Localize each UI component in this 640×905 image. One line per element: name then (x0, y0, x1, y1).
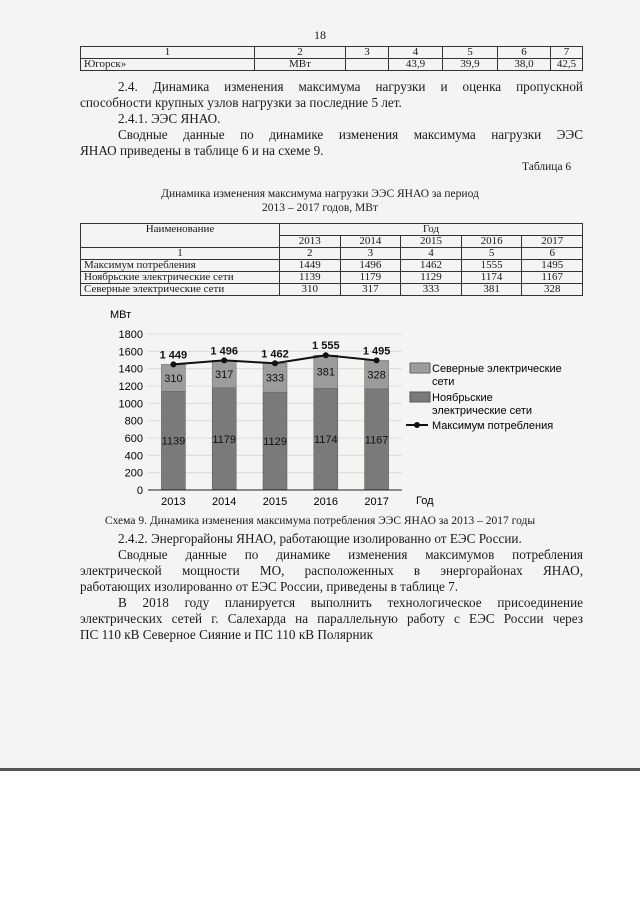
data-label-noyabr: 1179 (212, 433, 237, 446)
section-2-4-heading: 2.4. Динамика изменения максимума нагрузки и оценка пропускной (118, 79, 583, 94)
table-cell: 2014 (340, 236, 401, 248)
data-label-noyabr: 1174 (313, 434, 338, 447)
table-cell: Максимум потребления (81, 260, 280, 272)
table-cell: 42,5 (551, 59, 583, 71)
paragraph-2-cont: работающих изолированно от ЕЭС России, приведены в таблице 7. (80, 579, 459, 594)
y-tick-label: 0 (136, 485, 143, 497)
table-6 (80, 223, 583, 296)
load-dynamics-chart (0, 305, 640, 515)
table-cell: 7 (551, 47, 583, 59)
x-tick-label: 2014 (211, 496, 237, 508)
table-cell: 381 (461, 284, 522, 296)
max-consumption-point (272, 360, 278, 366)
data-label-north: 317 (215, 369, 234, 382)
x-tick-label: 2015 (262, 496, 288, 508)
section-2-4-1-heading: 2.4.1. ЭЭС ЯНАО. (118, 111, 221, 126)
table-row (81, 272, 583, 284)
section-2-4-heading-cont: способности крупных узлов нагрузки за последние 5 лет. (80, 95, 402, 110)
table-cell: 3 (346, 47, 389, 59)
data-label-noyabr: 1167 (364, 434, 389, 447)
table-cell: 2015 (401, 236, 462, 248)
data-label-max: 1 555 (312, 340, 340, 353)
paragraph-2: Сводные данные по динамике изменения максимумов потребления (118, 547, 583, 562)
table6-year-header: Год (280, 224, 583, 236)
table-cell: 1 (81, 47, 255, 59)
paragraph-3-cont: ПС 110 кВ Северное Сияние и ПС 110 кВ Полярник (80, 627, 374, 642)
y-tick-label: 1600 (118, 346, 143, 359)
data-label-max: 1 495 (362, 345, 391, 358)
legend-label-max: Максимум потребления (432, 420, 554, 432)
table-cell: 1495 (522, 260, 583, 272)
table-row (81, 284, 583, 296)
x-tick-label: 2017 (364, 496, 389, 508)
legend-label-north: сети (432, 376, 455, 388)
legend-label-north: Северные электрические (432, 363, 562, 375)
data-label-max: 1 449 (159, 349, 188, 362)
page-number: 18 (314, 28, 326, 42)
table6-name-header: Наименование (81, 224, 280, 248)
legend-swatch-max-marker (414, 422, 420, 428)
section-2-4-2-heading: 2.4.2. Энергорайоны ЯНАО, работающие изолированно от ЕЭС России. (118, 531, 522, 546)
table-cell: 2016 (461, 236, 522, 248)
table-cell: Ноябрьские электрические сети (81, 272, 280, 284)
y-tick-label: 600 (124, 433, 143, 445)
intro-paragraph-cont: ЯНАО приведены в таблице 6 и на схеме 9. (80, 143, 324, 158)
table-cell: 1129 (401, 272, 462, 284)
intro-paragraph: Сводные данные по динамике изменения максимума нагрузки ЭЭС (118, 127, 583, 142)
y-tick-label: 1400 (118, 363, 143, 376)
max-consumption-point (374, 357, 380, 363)
data-label-noyabr: 1129 (263, 436, 287, 449)
paragraph-3: В 2018 году планируется выполнить технологическое присоединение (118, 595, 583, 610)
data-label-north: 328 (367, 369, 386, 382)
y-axis-label: МВт (110, 309, 132, 321)
top-table-row (81, 59, 583, 71)
page-bottom-edge (0, 768, 640, 771)
y-tick-label: 400 (124, 450, 143, 463)
data-label-noyabr: 1139 (161, 435, 186, 448)
table-cell: 1 (81, 248, 280, 260)
table-cell: 1174 (461, 272, 522, 284)
table-cell: МВт (255, 59, 346, 71)
x-tick-label: 2013 (161, 496, 186, 508)
table-cell: 1496 (340, 260, 401, 272)
data-label-max: 1 462 (261, 348, 289, 361)
max-consumption-point (221, 357, 227, 363)
table-cell: 333 (401, 284, 462, 296)
legend-swatch-north (410, 363, 430, 373)
table-title (0, 187, 640, 215)
table-cell (346, 59, 389, 71)
table-cell: 310 (280, 284, 341, 296)
y-tick-label: 1000 (118, 398, 143, 411)
table-cell: 4 (401, 248, 462, 260)
x-tick-label: 2016 (313, 496, 339, 508)
legend-swatch-noyabr (410, 392, 430, 402)
table-cell: 1167 (522, 272, 583, 284)
data-label-north: 333 (265, 372, 285, 385)
table-title-line: Динамика изменения максимума нагрузки ЭЭС ЯНАО за период (161, 188, 479, 200)
table-cell: 6 (522, 248, 583, 260)
table-cell: Югорск» (81, 59, 255, 71)
table-cell: 1555 (461, 260, 522, 272)
table-label: Таблица 6 (522, 161, 572, 173)
y-tick-label: 1800 (118, 329, 143, 341)
legend-label-noyabr: электрические сети (432, 405, 533, 417)
chart-caption: Схема 9. Динамика изменения максимума потребления ЭЭС ЯНАО за 2013 – 2017 годы (104, 515, 536, 527)
table-cell: 4 (389, 47, 443, 59)
table-cell: 1449 (280, 260, 341, 272)
max-consumption-point (323, 352, 329, 358)
data-label-north: 381 (316, 366, 335, 379)
data-label-max: 1 496 (210, 345, 238, 358)
data-label-north: 310 (164, 372, 183, 385)
table-cell: 2 (255, 47, 346, 59)
top-table-header-row (81, 47, 583, 59)
paragraph-2-cont: электрической мощности МО, расположенных в энергорайонах ЯНАО, (80, 563, 583, 578)
table-cell: Северные электрические сети (81, 284, 280, 296)
table-cell: 2013 (280, 236, 341, 248)
table-title-line: 2013 – 2017 годов, МВт (262, 202, 378, 214)
table-row (81, 260, 583, 272)
table-cell: 6 (498, 47, 551, 59)
table-cell: 1179 (340, 272, 401, 284)
top-table (80, 46, 583, 71)
table-cell: 39,9 (443, 59, 498, 71)
table-cell: 5 (461, 248, 522, 260)
table-cell: 317 (340, 284, 401, 296)
table-cell: 2017 (522, 236, 583, 248)
x-axis-label: Год (416, 495, 434, 507)
chart-line-layer (160, 340, 391, 367)
table-cell: 1139 (280, 272, 341, 284)
table6-header-row (81, 224, 583, 236)
table6-index-row (81, 248, 583, 260)
table-cell: 3 (340, 248, 401, 260)
max-consumption-point (170, 361, 176, 367)
y-tick-label: 200 (124, 467, 143, 480)
table-cell: 38,0 (498, 59, 551, 71)
x-axis-tick-labels (161, 496, 389, 508)
table-cell: 2 (280, 248, 341, 260)
table-cell: 328 (522, 284, 583, 296)
table-cell: 43,9 (389, 59, 443, 71)
table-cell: 1462 (401, 260, 462, 272)
table-cell: 5 (443, 47, 498, 59)
legend-label-noyabr: Ноябрьские (432, 392, 493, 404)
paragraph-3-cont: электрических сетей г. Салехарда на параллельную работу с ЕЭС России через (80, 611, 583, 626)
y-tick-label: 1200 (118, 381, 143, 393)
y-tick-label: 800 (124, 415, 143, 428)
